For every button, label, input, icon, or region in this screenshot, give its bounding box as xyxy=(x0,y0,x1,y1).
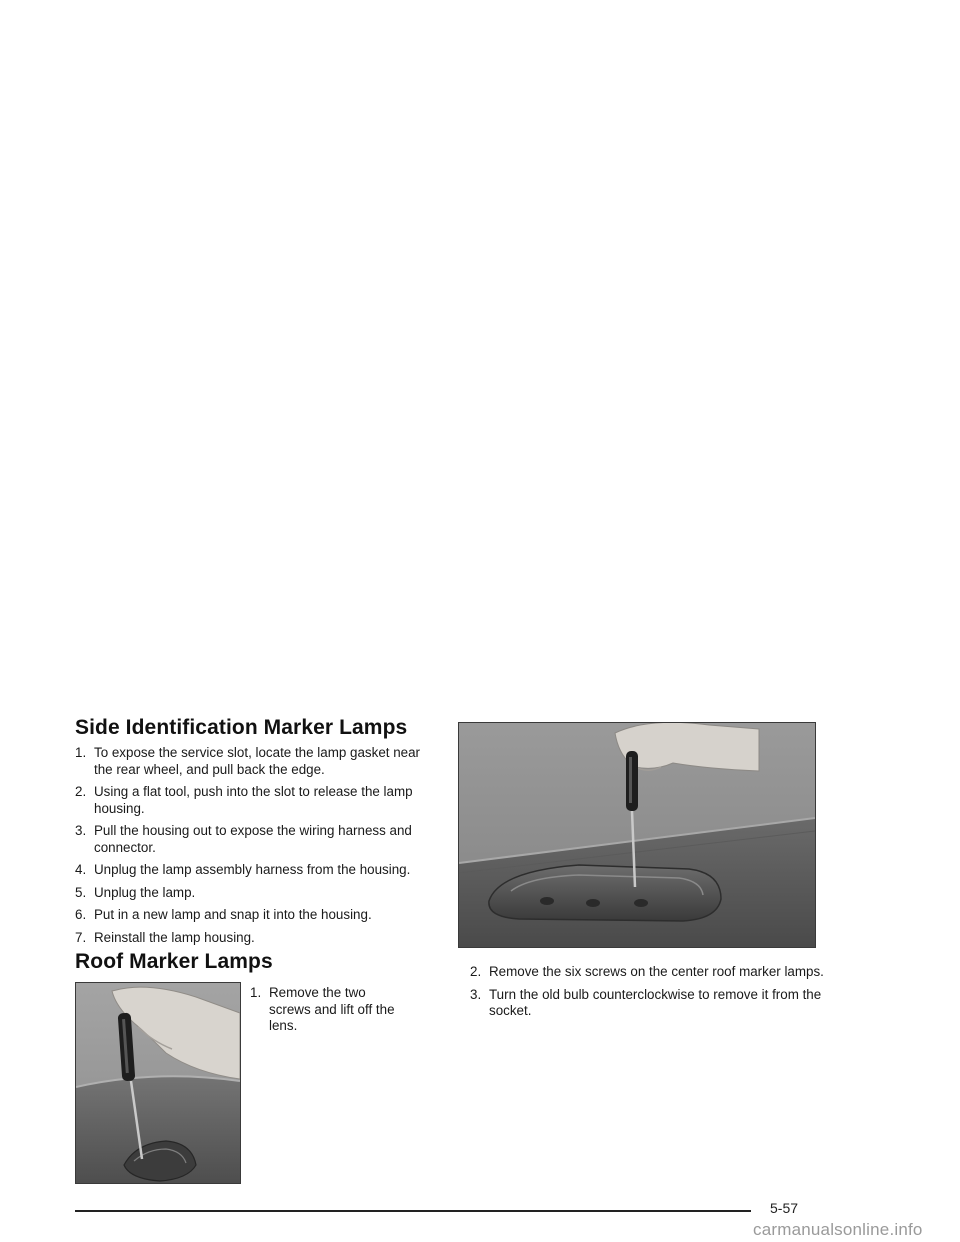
page-number: 5-57 xyxy=(770,1200,799,1216)
list-item: 1. To expose the service slot, locate the lamp gasket near the rear wheel, and pull back the edge. xyxy=(75,745,421,777)
center-roof-lamp-photo xyxy=(458,722,816,948)
side-marker-heading: Side Identification Marker Lamps xyxy=(75,716,408,739)
roof-lamp-photo xyxy=(75,982,241,1184)
side-marker-steps xyxy=(75,745,435,952)
list-item: 2. Using a flat tool, push into the slot to release the lamp housing. xyxy=(75,784,413,816)
footer-divider xyxy=(75,1210,751,1212)
list-item: 4. Unplug the lamp assembly harness from the housing. xyxy=(75,862,411,877)
watermark: carmanualsonline.info xyxy=(753,1220,923,1239)
list-item: 2. Remove the six screws on the center roof marker lamps. xyxy=(470,964,824,979)
list-item: 6. Put in a new lamp and snap it into the housing. xyxy=(75,907,372,922)
roof-marker-steps-right xyxy=(470,964,830,1026)
list-item: 7. Reinstall the lamp housing. xyxy=(75,929,255,945)
list-item: 5. Unplug the lamp. xyxy=(75,884,196,900)
roof-marker-steps-left xyxy=(250,985,410,1041)
list-item: 3. Pull the housing out to expose the wiring harness and connector. xyxy=(75,823,412,855)
list-item: 3. Turn the old bulb counterclockwise to remove it from the socket. xyxy=(470,986,822,1018)
roof-marker-heading: Roof Marker Lamps xyxy=(75,950,273,973)
list-item: 1. Remove the two screws and lift off the lens. xyxy=(250,985,395,1033)
